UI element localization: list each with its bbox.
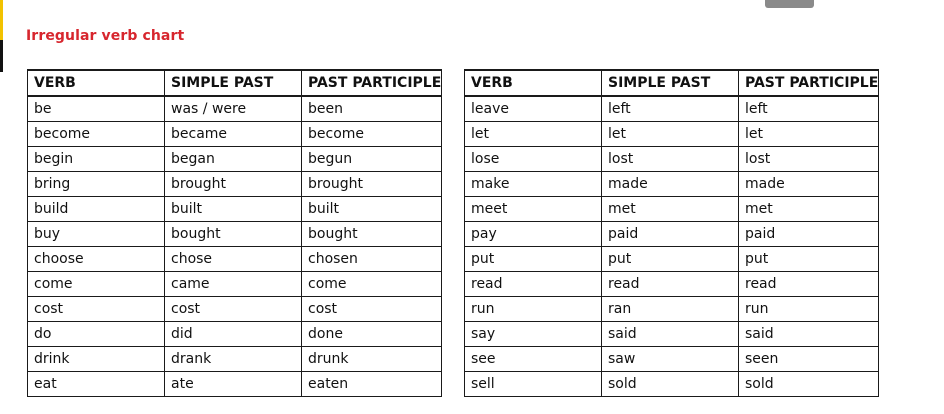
past-participle-cell: left (739, 96, 879, 122)
simple-past-cell: sold (602, 372, 739, 397)
past-participle-cell: made (739, 172, 879, 197)
simple-past-cell: lost (602, 147, 739, 172)
simple-past-cell: bought (165, 222, 302, 247)
simple-past-cell: did (165, 322, 302, 347)
simple-past-cell: cost (165, 297, 302, 322)
table-row (465, 347, 879, 372)
column-header-simple-past: SIMPLE PAST (165, 70, 302, 96)
simple-past-cell: ran (602, 297, 739, 322)
verb-cell: run (465, 297, 602, 322)
verb-cell: bring (28, 172, 165, 197)
simple-past-cell: brought (165, 172, 302, 197)
table-row (465, 96, 879, 122)
verb-cell: begin (28, 147, 165, 172)
past-participle-cell: eaten (302, 372, 442, 397)
verb-cell: sell (465, 372, 602, 397)
past-participle-cell: let (739, 122, 879, 147)
verb-table-right (464, 69, 879, 397)
verb-cell: make (465, 172, 602, 197)
table-row (28, 347, 442, 372)
past-participle-cell: done (302, 322, 442, 347)
side-color-tab-yellow (0, 0, 3, 40)
past-participle-cell: lost (739, 147, 879, 172)
verb-cell: meet (465, 197, 602, 222)
simple-past-cell: began (165, 147, 302, 172)
verb-cell: cost (28, 297, 165, 322)
past-participle-cell: begun (302, 147, 442, 172)
simple-past-cell: left (602, 96, 739, 122)
simple-past-cell: was / were (165, 96, 302, 122)
verb-cell: see (465, 347, 602, 372)
simple-past-cell: met (602, 197, 739, 222)
top-tab-marker (765, 0, 814, 8)
past-participle-cell: built (302, 197, 442, 222)
past-participle-cell: put (739, 247, 879, 272)
table-row (465, 372, 879, 397)
table-row (465, 322, 879, 347)
verb-cell: do (28, 322, 165, 347)
table-row (28, 147, 442, 172)
table-row (28, 172, 442, 197)
table-row (28, 372, 442, 397)
verb-cell: become (28, 122, 165, 147)
table-row (465, 247, 879, 272)
simple-past-cell: put (602, 247, 739, 272)
column-header-verb: VERB (28, 70, 165, 96)
table-row (465, 297, 879, 322)
column-header-past-participle: PAST PARTICIPLE (302, 70, 442, 96)
table-row (465, 272, 879, 297)
simple-past-cell: read (602, 272, 739, 297)
table-row (28, 222, 442, 247)
past-participle-cell: sold (739, 372, 879, 397)
verb-cell: eat (28, 372, 165, 397)
table-row (28, 272, 442, 297)
past-participle-cell: come (302, 272, 442, 297)
verb-cell: drink (28, 347, 165, 372)
table-row (28, 247, 442, 272)
table-header-row (465, 70, 879, 96)
past-participle-cell: cost (302, 297, 442, 322)
verb-cell: choose (28, 247, 165, 272)
simple-past-cell: built (165, 197, 302, 222)
page-title: Irregular verb chart (26, 28, 185, 44)
table-row (465, 147, 879, 172)
past-participle-cell: become (302, 122, 442, 147)
table-row (465, 197, 879, 222)
past-participle-cell: been (302, 96, 442, 122)
table-row (28, 197, 442, 222)
verb-table-body (28, 96, 442, 397)
past-participle-cell: met (739, 197, 879, 222)
table-header-row (28, 70, 442, 96)
verb-cell: build (28, 197, 165, 222)
verb-cell: come (28, 272, 165, 297)
verb-cell: be (28, 96, 165, 122)
simple-past-cell: paid (602, 222, 739, 247)
simple-past-cell: let (602, 122, 739, 147)
simple-past-cell: became (165, 122, 302, 147)
table-row (28, 96, 442, 122)
table-row (28, 122, 442, 147)
simple-past-cell: chose (165, 247, 302, 272)
past-participle-cell: chosen (302, 247, 442, 272)
side-color-tab-black (0, 40, 3, 72)
table-row (465, 222, 879, 247)
past-participle-cell: paid (739, 222, 879, 247)
verb-cell: lose (465, 147, 602, 172)
simple-past-cell: ate (165, 372, 302, 397)
verb-cell: buy (28, 222, 165, 247)
table-row (28, 322, 442, 347)
verb-cell: leave (465, 96, 602, 122)
past-participle-cell: said (739, 322, 879, 347)
past-participle-cell: seen (739, 347, 879, 372)
verb-cell: pay (465, 222, 602, 247)
past-participle-cell: brought (302, 172, 442, 197)
column-header-simple-past: SIMPLE PAST (602, 70, 739, 96)
past-participle-cell: drunk (302, 347, 442, 372)
past-participle-cell: read (739, 272, 879, 297)
column-header-past-participle: PAST PARTICIPLE (739, 70, 879, 96)
table-row (465, 122, 879, 147)
table-row (465, 172, 879, 197)
simple-past-cell: came (165, 272, 302, 297)
verb-cell: say (465, 322, 602, 347)
verb-cell: put (465, 247, 602, 272)
simple-past-cell: made (602, 172, 739, 197)
verb-cell: read (465, 272, 602, 297)
simple-past-cell: said (602, 322, 739, 347)
verb-table-body (465, 96, 879, 397)
past-participle-cell: bought (302, 222, 442, 247)
past-participle-cell: run (739, 297, 879, 322)
simple-past-cell: drank (165, 347, 302, 372)
simple-past-cell: saw (602, 347, 739, 372)
table-row (28, 297, 442, 322)
verb-cell: let (465, 122, 602, 147)
verb-table-left (27, 69, 442, 397)
column-header-verb: VERB (465, 70, 602, 96)
